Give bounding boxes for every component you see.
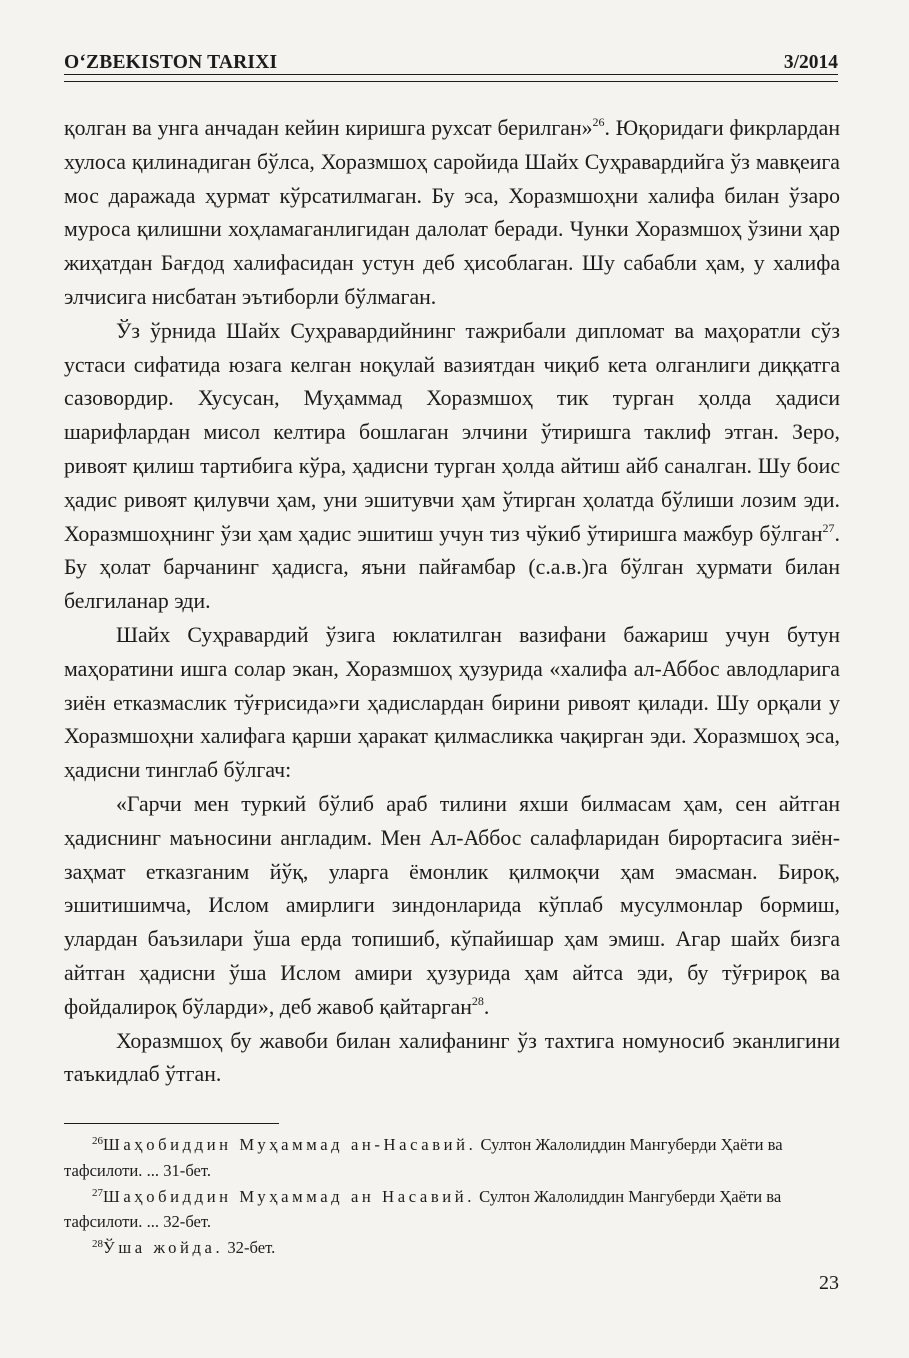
footnotes [64,1132,840,1261]
paragraph: Шайх Суҳравардий ўзига юклатилган вазифани бажариш учун бутун маҳоратини ишга солар экан, Хоразмшоҳ ҳузурида «халифа ал-Аббос авлодларига зиён етказмаслик тўғрисида»ги ҳадислардан бирини ривоят қилади. Шу орқали у Хоразмшоҳни халифага қарши ҳаракат қилмасликка чақирган эди. Хоразмшоҳ эса, ҳадисни тинглаб бўлгач: [64,622,840,783]
footnote-separator [64,1123,279,1124]
footnote-ref: 26 [592,115,605,129]
issue-number: 3/2014 [778,52,838,74]
quote-paragraph: «Гарчи мен туркий бўлиб араб тилини яхши билмасам ҳам, сен айтган ҳадиснинг маъносини англадим. Мен Ал-Аббос салафларидан бирортасига зиён-заҳмат етказганим йўқ, уларга ёмонлик қилмоқчи ҳам эмасман. Бироқ, эшитишимча, Ислом амирлиги зиндонларида кўплаб мусулмонлар бормиш, улардан баъзилари ўша ерда топишиб, кўпайишар ҳам эмиш. Агар шайх бизга айтган ҳадисни ўша Ислом амири ҳузурида ҳам айтса эди, бу тўғрироқ ва фойдалироқ бўларди», деб жавоб қайтарган$^{28}$. [64,791,840,1019]
header-rule-top [64,74,838,75]
footnote-author: Шаҳобиддин Муҳаммад ан Насавий. [103,1186,475,1206]
paragraph: қолган ва унга анчадан кейин киришга рухсат берилган»$^{26}$. Юқоридаги фикрлардан хулоса қилинадиган бўлса, Хоразмшоҳ саройида Шайх Суҳравардийга ўз мавқеига мос даражада ҳурмат кўрсатилмаган. Бу эса, Хоразмшоҳни халифа билан ўзаро муроса қилишни хоҳламаганлигидан далолат беради. Чунки Хоразмшоҳ ўзини ҳар жиҳатдан Бағдод халифасидан устун деб ҳисоблаган. Шу сабабли ҳам, у халифа элчисига нисбатан эътиборли бўлмаган. [64,115,840,309]
running-header [64,46,838,84]
header-rule-bottom [64,81,838,82]
footnote: $^{28}$Ўша жойда. 32-бет. [92,1238,276,1258]
paragraph: Хоразмшоҳ бу жавоби билан халифанинг ўз тахтига номуносиб эканлигини таъкидлаб ўтган. [64,1028,840,1087]
footnote-author: Ўша жойда. [103,1238,224,1258]
footnote-ref: 28 [471,993,484,1008]
article-body [64,112,840,1092]
footnote-author: Шаҳобиддин Муҳаммад ан-Насавий. [103,1135,477,1154]
footnote-ref: 27 [822,520,835,535]
footnote: $^{27}$Шаҳобиддин Муҳаммад ан Насавий. Султон Жалолиддин Мангуберди Ҳаёти ва тафсилоти. ... 32-бет. [64,1186,782,1232]
journal-title: O‘ZBEKISTON TARIXI [64,52,283,74]
page-number: 23 [819,1272,839,1294]
footnote: $^{26}$Шаҳобиддин Муҳаммад ан-Насавий. Султон Жалолиддин Мангуберди Ҳаёти ва тафсилоти. ... 31-бет. [64,1135,783,1180]
paragraph: Ўз ўрнида Шайх Суҳравардийнинг тажрибали дипломат ва маҳоратли сўз устаси сифатида юзага келган ноқулай вазиятдан чиқиб кета олганлиги диққатга сазовордир. Хусусан, Муҳаммад Хоразмшоҳ тик турган ҳолда ҳадиси шарифлардан мисол келтира бошлаган элчини ўтиришга таклиф этган. Зеро, ривоят қилиш тартибига кўра, ҳадисни турган ҳолда айтиш айб саналган. Шу боис ҳадис ривоят қилувчи ҳам, уни эшитувчи ҳам ўтирган ҳолатда бўлиши лозим эди. Хоразмшоҳнинг ўзи ҳам ҳадис эшитиш учун тиз чўкиб ўтиришга мажбур бўлган$^{27}$. Бу ҳолат барчанинг ҳадисга, яъни пайғамбар (с.а.в.)га бўлган ҳурмати билан белгиланар эди. [64,318,840,614]
